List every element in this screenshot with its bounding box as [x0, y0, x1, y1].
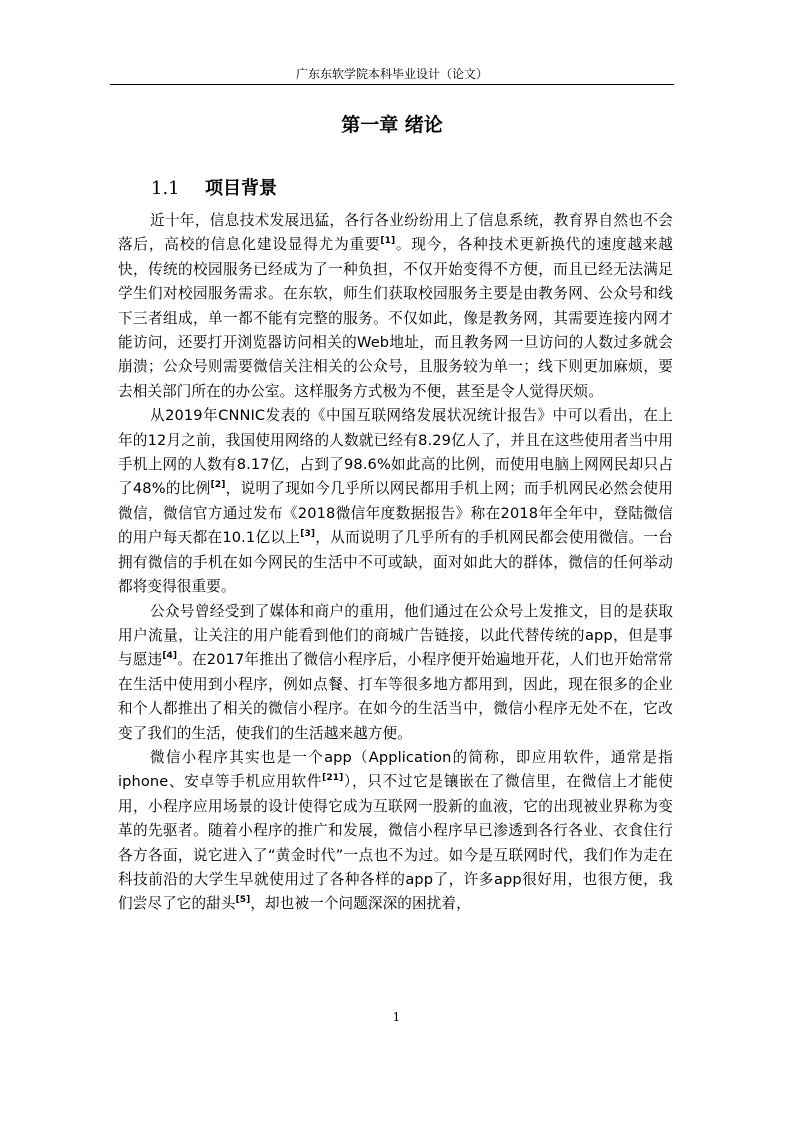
paragraph-text: 。现今，各种技术更新换代的速度越来越快，传统的校园服务已经成为了一种负担，不仅开始变得不方便，而且已经无法满足学生们对校园服务需求。在东软，师生们获取校园服务主要是由教务网、公众号和线下三者组成，单一都不能有完整的服务。不仅如此，像是教务网，其需要连接内网才能访问，还要打开浏览器访问相关的Web地址，而且教务网一旦访问的人数过多就会崩溃；公众号则需要微信关注相关的公众号，且服务较为单一；线下则更加麻烦，要去相关部门所在的办公室。这样服务方式极为不便，甚至是令人觉得厌烦。	[118, 236, 673, 400]
page-number: 1	[392, 1010, 401, 1024]
paragraph	[118, 404, 673, 599]
paragraph-text: 从2019年CNNIC发表的《中国互联网络发展状况统计报告》中可以看出，在上年的12月之前，我国使用网络的人数就已经有8.29亿人了，并且在这些使用者当中用手机上网的人数有8.17亿，占到了98.6%如此高的比例，而使用电脑上网网民却只占了48%的比例	[118, 407, 673, 498]
section-number: 1.1	[151, 178, 180, 199]
paragraph	[118, 746, 673, 917]
citation: [21]	[322, 773, 344, 784]
citation: [3]	[300, 529, 316, 540]
running-header: 广东东软学院本科毕业设计（论文）	[110, 64, 674, 85]
paragraph-text: 微信小程序其实也是一个app（Application的简称，即应用软件，通常是指iphone、安卓等手机应用软件	[118, 748, 673, 791]
paragraph	[118, 600, 673, 746]
paragraph-text: ，说明了现如今几乎所以网民都用手机上网；而手机网民必然会使用微信，微信官方通过发布《2018微信年度数据报告》称在2018年全年中，登陆微信的用户每天都在10.1亿以上	[118, 480, 673, 547]
body-text	[118, 209, 673, 917]
paragraph	[118, 209, 673, 404]
paragraph-text: 公众号曾经受到了媒体和商户的重用，他们通过在公众号上发推文，目的是获取用户流量，让关注的用户能看到他们的商城广告链接，以此代替传统的app，但是事与愿违	[118, 602, 673, 669]
citation: [4]	[162, 651, 178, 662]
paragraph-text: ，却也被一个问题深深的困扰着，	[250, 895, 471, 913]
paragraph-text: ），只不过它是镶嵌在了微信里，在微信上才能使用，小程序应用场景的设计使得它成为互联网一股新的血液，它的出现被业界称为变革的先驱者。随着小程序的推广和发展，微信小程序早已渗透到各行各业、衣食住行各方各面，说它进入了“黄金时代”一点也不为过。如今是互联网时代，我们作为走在科技前沿的大学生早就使用过了各种各样的app了，许多app很好用，也很方便，我们尝尽了它的甜头	[118, 773, 674, 913]
citation: [2]	[210, 480, 226, 491]
citation: [1]	[380, 236, 396, 247]
section-heading	[151, 174, 277, 204]
paragraph-text: ，从而说明了几乎所有的手机网民都会使用微信。一台拥有微信的手机在如今网民的生活中不可或缺，面对如此大的群体，微信的任何举动都将变得很重要。	[118, 529, 673, 596]
chapter-title: 第一章 绪论	[341, 114, 443, 136]
section-title: 项目背景	[205, 178, 277, 199]
citation: [5]	[235, 895, 251, 906]
paragraph-text: 。在2017年推出了微信小程序后，小程序便开始遍地开花，人们也开始常常在生活中使用到小程序，例如点餐、打车等很多地方都用到，因此，现在很多的企业和个人都推出了相关的微信小程序。在如今的生活当中，微信小程序无处不在，它改变了我们的生活，使我们的生活越来越方便。	[118, 651, 673, 742]
paragraph-text: 近十年，信息技术发展迅猛，各行各业纷纷用上了信息系统，教育界自然也不会落后，高校的信息化建设显得尤为重要	[118, 212, 673, 254]
